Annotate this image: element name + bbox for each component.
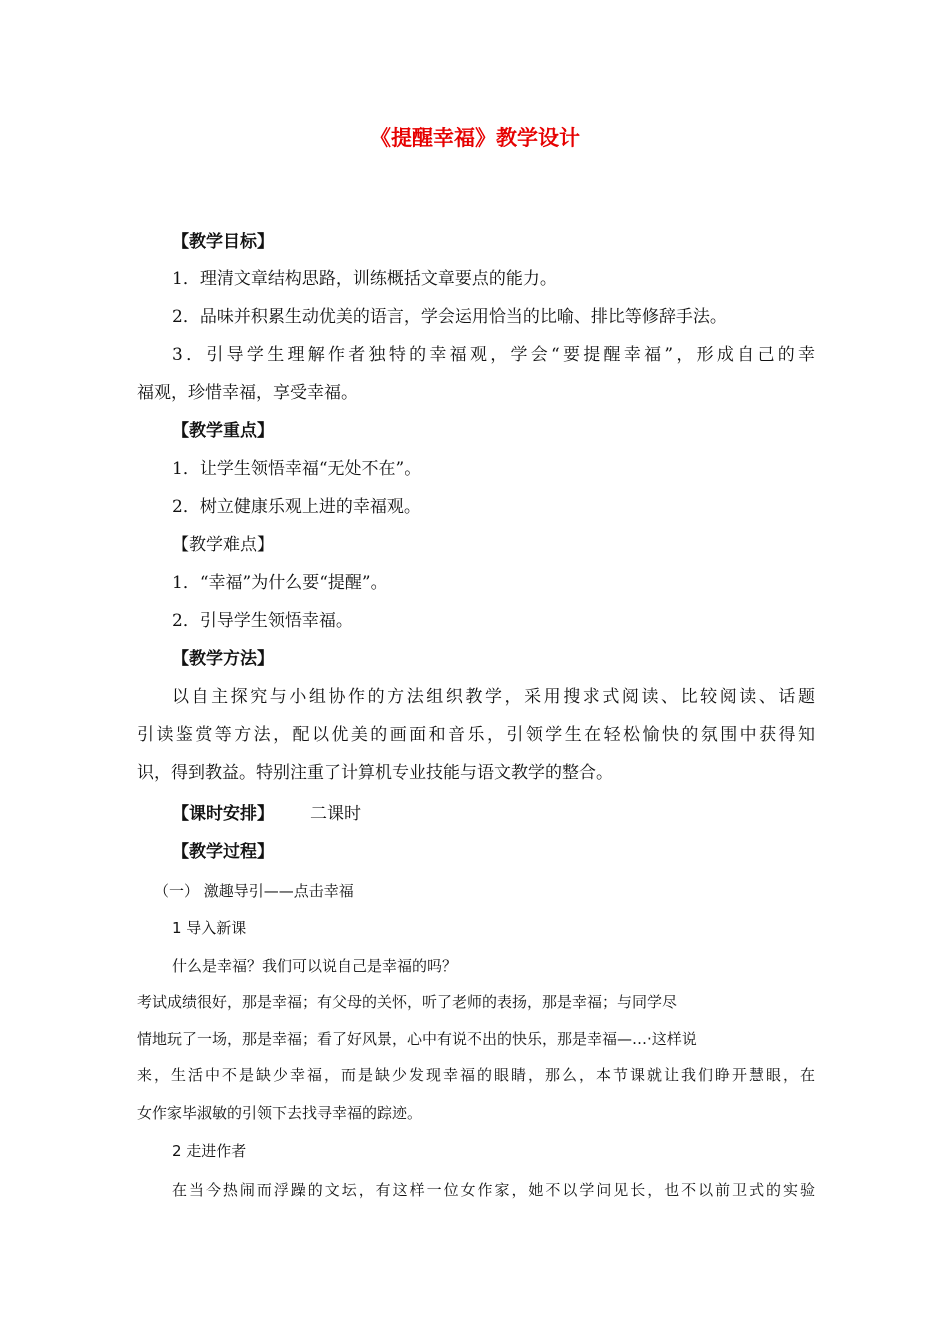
process-step-title: 2 走进作者 xyxy=(172,1142,247,1160)
objective-item: 2．品味并积累生动优美的语言，学会运用恰当的比喻、排比等修辞手法。 xyxy=(172,307,727,327)
objective-item: 1．理清文章结构思路，训练概括文章要点的能力。 xyxy=(172,269,557,289)
objective-item: 3．引导学生理解作者独特的幸福观，学会“要提醒幸福”，形成自己的幸 xyxy=(172,345,815,365)
schedule-value: 二课时 xyxy=(310,804,361,824)
process-heading: 【教学过程】 xyxy=(172,842,274,862)
process-paragraph-line: 情地玩了一场，那是幸福；看了好风景，心中有说不出的快乐，那是幸福—…·这样说 xyxy=(137,1030,697,1048)
key-point-item: 1．让学生领悟幸福“无处不在”。 xyxy=(172,459,422,479)
difficulty-item: 1．“幸福”为什么要“提醒”。 xyxy=(172,573,388,593)
process-paragraph-line: 女作家毕淑敏的引领下去找寻幸福的踪迹。 xyxy=(137,1104,423,1122)
objectives-heading: 【教学目标】 xyxy=(172,232,274,252)
methods-paragraph-line: 引读鉴赏等方法，配以优美的画面和音乐，引领学生在轻松愉快的氛围中获得知 xyxy=(137,725,815,745)
process-step-title: 1 导入新课 xyxy=(172,919,247,937)
methods-paragraph-line: 以自主探究与小组协作的方法组织教学，采用搜求式阅读、比较阅读、话题 xyxy=(172,687,815,707)
process-paragraph-line: 在当今热闹而浮躁的文坛，有这样一位女作家，她不以学问见长，也不以前卫式的实验 xyxy=(172,1181,815,1199)
process-paragraph-line: 什么是幸福？我们可以说自己是幸福的吗？ xyxy=(172,957,458,975)
schedule-heading: 【课时安排】 xyxy=(172,804,274,824)
difficulties-heading: 【教学难点】 xyxy=(172,535,274,555)
process-paragraph-line: 来，生活中不是缺少幸福，而是缺少发现幸福的眼睛，那么，本节课就让我们睁开慧眼，在 xyxy=(137,1066,815,1084)
objective-item-continued: 福观，珍惜幸福，享受幸福。 xyxy=(137,383,358,403)
document-title: 《提醒幸福》教学设计 xyxy=(370,126,580,150)
schedule-row xyxy=(172,803,361,825)
methods-heading: 【教学方法】 xyxy=(172,649,274,669)
key-point-item: 2．树立健康乐观上进的幸福观。 xyxy=(172,497,421,517)
difficulty-item: 2．引导学生领悟幸福。 xyxy=(172,611,353,631)
process-section-title: （一） 激趣导引——点击幸福 xyxy=(154,882,354,900)
key-points-heading: 【教学重点】 xyxy=(172,421,274,441)
process-paragraph-line: 考试成绩很好，那是幸福；有父母的关怀，听了老师的表扬，那是幸福；与同学尽 xyxy=(137,993,678,1011)
methods-paragraph-line: 识，得到教益。特别注重了计算机专业技能与语文教学的整合。 xyxy=(137,763,613,783)
